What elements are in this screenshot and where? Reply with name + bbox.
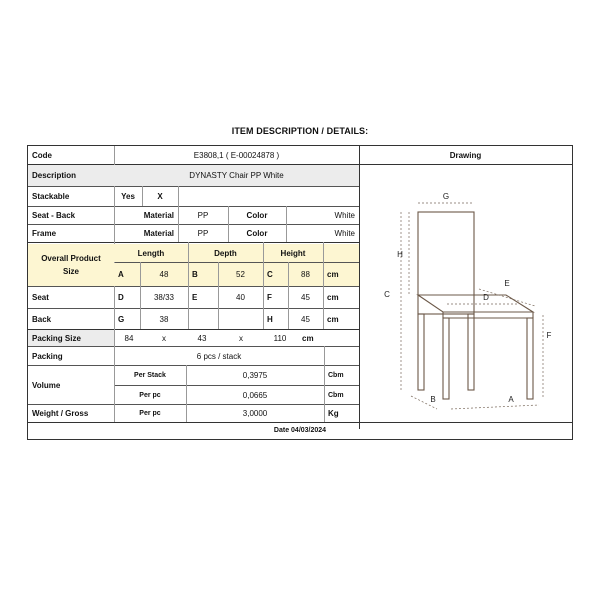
dim-c-value: 88 (288, 263, 323, 286)
frame-color: White (334, 229, 355, 238)
seat-back-material: PP (197, 211, 209, 220)
col-line (286, 206, 287, 242)
chair-drawing (359, 165, 572, 422)
dim-b-value: 52 (218, 263, 263, 286)
dim-e-letter: E (192, 293, 198, 302)
description-label: Description (28, 165, 114, 186)
col-line (178, 186, 179, 206)
col-line (188, 242, 189, 329)
dim-c-letter: C (263, 263, 288, 286)
seat-back-material-label: Material (143, 211, 174, 220)
packing-height: 110 (273, 333, 287, 343)
chair-leg (443, 318, 449, 399)
volume-label: Volume (32, 380, 61, 390)
chair-leg (527, 318, 533, 399)
frame-material: PP (197, 229, 209, 238)
overall-unit: cm (323, 263, 359, 286)
details-table (27, 145, 573, 440)
page-title: ITEM DESCRIPTION / DETAILS: (231, 126, 369, 136)
packing-width: 43 (197, 333, 207, 343)
overall-size-label: Overall Product Size (28, 244, 114, 286)
col-line (186, 365, 187, 422)
seat-back-color: White (334, 211, 355, 220)
col-line (218, 262, 219, 329)
col-line (142, 186, 143, 206)
drawing-label-c: C (384, 290, 390, 299)
volume-per-pc-unit: Cbm (328, 391, 344, 399)
drawing-label-f: F (546, 331, 552, 340)
dim-e-value: 40 (236, 293, 245, 302)
weight-label: Weight / Gross (32, 409, 89, 418)
length-header: Length (114, 244, 188, 262)
drawing-label-a: A (508, 395, 514, 404)
drawing-label-h: H (397, 250, 403, 259)
stackable-mark: X (157, 192, 163, 201)
seat-label: Seat (32, 293, 49, 302)
code-label: Code (32, 150, 52, 160)
dim-f-value: 45 (301, 293, 310, 302)
dim-h-value: 45 (301, 314, 310, 324)
drawing-label-e: E (504, 279, 510, 288)
volume-per-stack-value: 0,3975 (242, 371, 268, 380)
stackable-label: Stackable (32, 192, 70, 201)
packing-size-label: Packing Size (28, 330, 114, 346)
weight-per-pc-label: Per pc (139, 410, 161, 417)
frame-material-label: Material (143, 229, 174, 238)
drawing-label-d: D (483, 293, 489, 302)
packing-x2: x (239, 333, 243, 343)
description-value: DYNASTY Chair PP White (114, 165, 359, 186)
chair-backrest (418, 212, 474, 314)
dim-b-letter: B (188, 263, 218, 286)
col-line (228, 206, 229, 242)
volume-per-pc-value: 0,0665 (242, 390, 268, 400)
col-line (178, 206, 179, 242)
packing-x1: x (162, 333, 166, 343)
dim-f-letter: F (267, 293, 272, 302)
drawing-label-b: B (430, 395, 436, 404)
dim-h-letter: H (267, 314, 273, 324)
frame-label: Frame (32, 229, 57, 238)
header-spacer (323, 244, 359, 262)
col-line (263, 242, 264, 329)
seat-back-label: Seat - Back (32, 211, 76, 220)
dim-a-letter: A (114, 263, 140, 286)
chair-leg (468, 314, 474, 390)
dim-g-value: 38 (159, 314, 169, 324)
col-line (324, 346, 325, 422)
back-unit: cm (327, 314, 339, 324)
stackable-yes: Yes (121, 192, 135, 201)
col-line (140, 262, 141, 329)
volume-per-pc-label: Per pc (139, 391, 161, 399)
date-label: Date 04/03/2024 (273, 427, 327, 434)
chair-leg (418, 314, 424, 390)
depth-header: Depth (188, 244, 263, 262)
dim-d-value: 38/33 (153, 293, 175, 302)
chair-seat (418, 295, 533, 312)
packing-value: 6 pcs / stack (196, 351, 242, 361)
drawing-label-g: G (442, 192, 450, 201)
dim-g-letter: G (118, 314, 125, 324)
volume-per-stack-label: Per Stack (134, 372, 166, 379)
weight-value: 3,0000 (242, 409, 268, 418)
seat-back-color-label: Color (246, 211, 268, 220)
col-line (288, 262, 289, 329)
packing-unit: cm (302, 333, 314, 343)
back-label: Back (32, 314, 52, 324)
dim-d-letter: D (118, 293, 124, 302)
frame-color-label: Color (246, 229, 268, 238)
row-line (28, 242, 359, 243)
seat-unit: cm (327, 293, 339, 302)
volume-per-stack-unit: Cbm (328, 372, 344, 379)
dim-a-value: 48 (140, 263, 188, 286)
drawing-header: Drawing (449, 150, 482, 160)
packing-length: 84 (124, 333, 134, 343)
code-value: E3808,1 ( E-00024878 ) (193, 150, 280, 160)
height-header: Height (263, 244, 323, 262)
col-line (323, 242, 324, 329)
packing-label: Packing (32, 351, 63, 361)
weight-unit: Kg (328, 409, 339, 418)
